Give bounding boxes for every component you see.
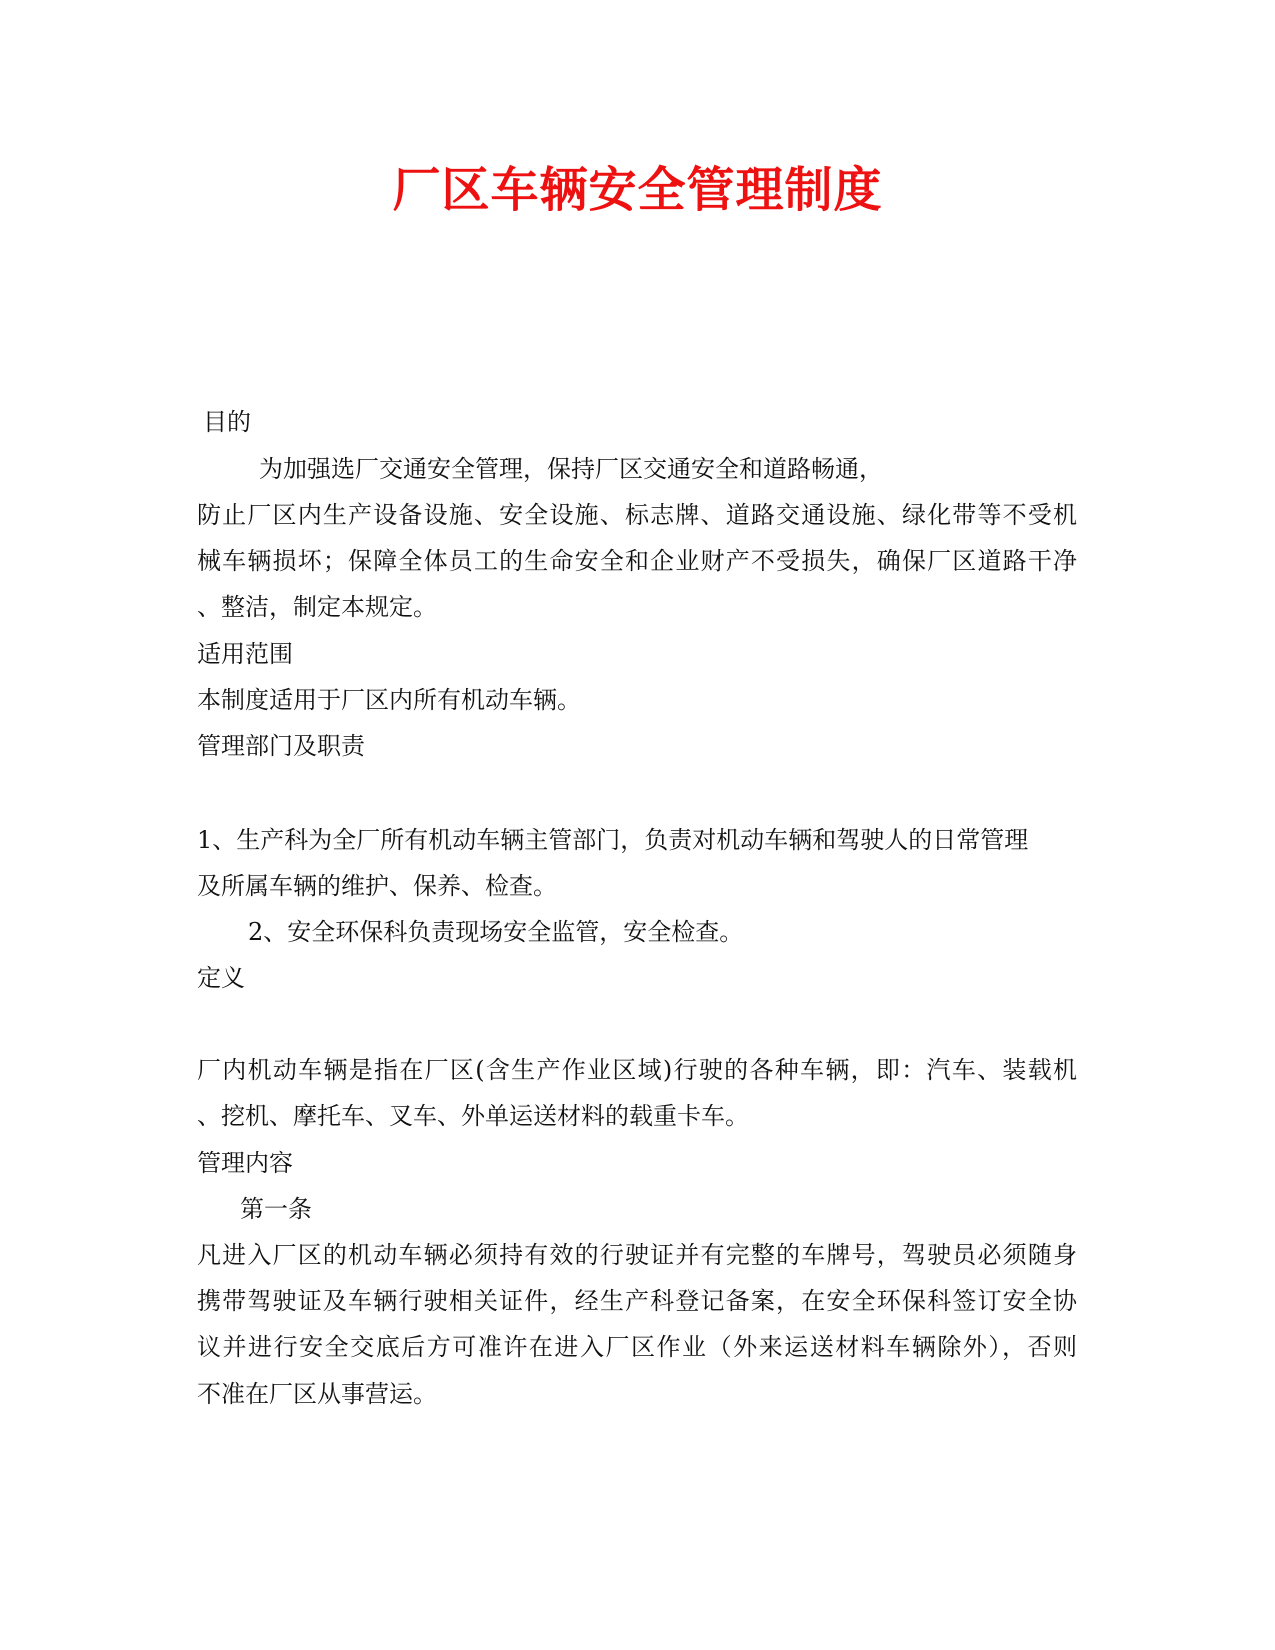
paragraph-line: 为加强选厂交通安全管理，保持厂区交通安全和道路畅通， [259, 455, 883, 483]
paragraph-line: 携带驾驶证及车辆行驶相关证件，经生产科登记备案，在安全环保科签订安全协 [197, 1287, 1077, 1315]
paragraph-line: 本制度适用于厂区内所有机动车辆。 [197, 686, 581, 714]
paragraph-line: 防止厂区内生产设备设施、安全设施、标志牌、道路交通设施、绿化带等不受机 [197, 501, 1077, 529]
paragraph-line: 不准在厂区从事营运。 [197, 1380, 437, 1408]
paragraph-line: 、挖机、摩托车、叉车、外单运送材料的载重卡车。 [197, 1102, 749, 1130]
list-item: 2、安全环保科负责现场安全监管，安全检查。 [248, 918, 744, 946]
list-item: 1、生产科为全厂所有机动车辆主管部门，负责对机动车辆和驾驶人的日常管理 [197, 826, 1029, 854]
article-heading: 第一条 [240, 1195, 312, 1223]
paragraph-line: 、整洁，制定本规定。 [197, 593, 437, 621]
section-heading-purpose: 目的 [203, 408, 251, 436]
paragraph-line: 凡进入厂区的机动车辆必须持有效的行驶证并有完整的车牌号，驾驶员必须随身 [197, 1241, 1077, 1269]
section-heading-content: 管理内容 [197, 1149, 293, 1177]
section-heading-scope: 适用范围 [197, 640, 293, 668]
paragraph-line: 议并进行安全交底后方可准许在进入厂区作业（外来运送材料车辆除外），否则 [197, 1333, 1077, 1361]
paragraph-line: 厂内机动车辆是指在厂区(含生产作业区域)行驶的各种车辆，即：汽车、装载机 [197, 1056, 1077, 1084]
section-heading-responsibilities: 管理部门及职责 [197, 732, 365, 760]
list-item-continuation: 及所属车辆的维护、保养、检查。 [197, 872, 557, 900]
document-title: 厂区车辆安全管理制度 [392, 162, 883, 218]
section-heading-definition: 定义 [197, 964, 245, 992]
paragraph-line: 械车辆损坏；保障全体员工的生命安全和企业财产不受损失，确保厂区道路干净 [197, 547, 1077, 575]
